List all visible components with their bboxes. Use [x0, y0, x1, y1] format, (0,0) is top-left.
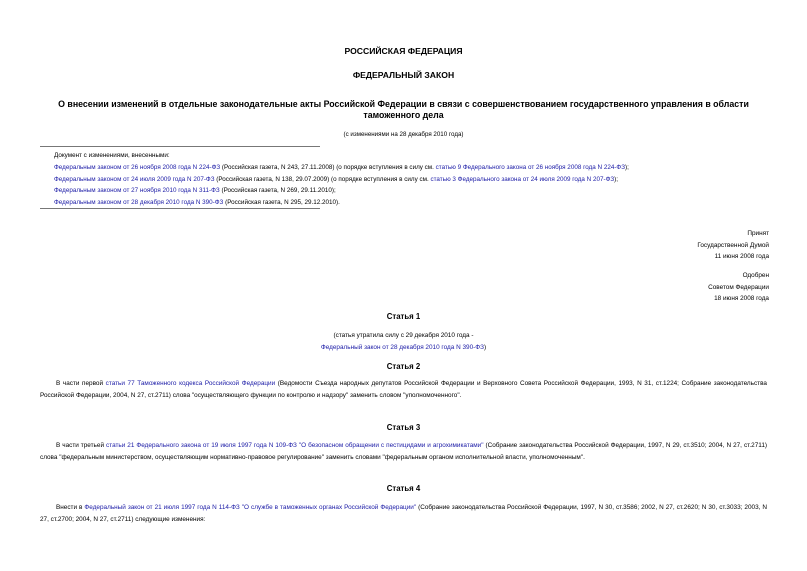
amendment-item	[54, 162, 754, 174]
article-1-tail: )	[483, 344, 487, 351]
article-1-body	[0, 330, 807, 354]
amendment-link[interactable]: Федеральным законом от 27 ноября 2010 года N 311-ФЗ	[54, 187, 220, 195]
approved-date: 18 июня 2008 года	[714, 295, 769, 303]
article-2-title: Статья 2	[386, 362, 421, 371]
article-1-ref	[0, 342, 807, 354]
amendments-bottom-rule	[40, 208, 320, 209]
approved-body: Советом Федерации	[708, 283, 769, 291]
amendment-tail: );	[625, 163, 629, 171]
article-4-pre: Внести в	[56, 504, 85, 511]
article-2-text: (Ведомости Съезда народных депутатов Российской Федерации и Верховного Совета Российской Федерации, 1993, N 31, ст.1224; Собрание законодательства Российской Федерации, 2004, N 27, ст.2711) слова "осуществляющего функции по контролю и надзору" заменить словом "уполномоченного".	[40, 380, 767, 400]
adopted-label: Принят	[747, 230, 769, 237]
article-4-paragraph	[40, 502, 767, 526]
document-title: О внесении изменений в отдельные законодательные акты Российской Федерации в связи с совершенствованием государственного управления в области таможенного дела	[58, 99, 749, 120]
amendment-tail: );	[614, 175, 619, 183]
adopted-body: Государственной Думой	[697, 241, 769, 249]
article-1-link[interactable]: Федеральный закон от 28 декабря 2010 года N 390-ФЗ	[320, 344, 484, 351]
amendment-link[interactable]: Федеральным законом от 24 июля 2009 года N 207-ФЗ	[54, 175, 215, 183]
amendment-link-secondary[interactable]: статью 3 Федерального закона от 24 июля 2009 года N 207-ФЗ	[430, 175, 615, 183]
article-1-text: (статья утратила силу с 29 декабря 2010 года -	[333, 332, 474, 339]
article-3-pre: В части третьей	[56, 442, 107, 449]
amendments-intro: Документ с изменениями, внесенными:	[54, 152, 170, 159]
article-2-link[interactable]: статьи 77 Таможенного кодекса Российской Федерации	[105, 380, 276, 387]
document-type-heading: ФЕДЕРАЛЬНЫЙ ЗАКОН	[352, 70, 455, 80]
article-4-text: (Собрание законодательства Российской Федерации, 1997, N 30, ст.3586; 2002, N 27, ст.2620; N 30, ст.3033; 2003, N 27, ст.2700; 2004, N 27, ст.2711) следующие изменения:	[40, 504, 767, 524]
amendment-text: (Российская газета, N 269, 29.11.2010);	[219, 187, 336, 195]
amendment-link[interactable]: Федеральным законом от 28 декабря 2010 года N 390-ФЗ	[54, 199, 224, 207]
approved-block	[708, 270, 769, 305]
article-3-link[interactable]: статьи 21 Федерального закона от 19 июля 1997 года N 109-ФЗ "О безопасном обращении с пестицидами и агрохимикатами"	[106, 442, 484, 449]
revision-note: (с изменениями на 28 декабря 2010 года)	[343, 131, 464, 138]
amendment-link-secondary[interactable]: статью 9 Федерального закона от 26 ноября 2008 года N 224-ФЗ	[435, 163, 626, 171]
adopted-block	[697, 228, 769, 263]
article-3-text: (Собрание законодательства Российской Федерации, 1997, N 29, ст.3510; 2004, N 27, ст.2711) слова "федеральным министерством, осуществляющим нормативно-правовое регулирование" заменить словами "федеральным органом исполнительной власти, уполномоченным".	[40, 442, 768, 462]
country-heading: РОССИЙСКАЯ ФЕДЕРАЦИЯ	[344, 46, 463, 56]
article-1-title: Статья 1	[386, 312, 421, 321]
amendments-top-rule	[40, 146, 320, 147]
amendment-item	[54, 174, 754, 186]
approved-label: Одобрен	[742, 272, 769, 279]
article-3-title: Статья 3	[386, 423, 421, 432]
amendment-item	[54, 185, 754, 197]
adopted-date: 11 июня 2008 года	[714, 253, 769, 261]
amendments-block	[54, 150, 754, 209]
amendment-text: (Российская газета, N 295, 29.12.2010).	[223, 199, 340, 207]
article-2-pre: В части первой	[56, 380, 106, 387]
amendment-link[interactable]: Федеральным законом от 26 ноября 2008 года N 224-ФЗ	[54, 163, 221, 171]
article-4-link[interactable]: Федеральный закон от 21 июля 1997 года N 114-ФЗ "О службе в таможенных органах Российской Федерации"	[84, 504, 417, 511]
amendment-text: (Российская газета, N 243, 27.11.2008) (о порядке вступления в силу см.	[220, 163, 436, 171]
article-3-paragraph	[40, 440, 767, 464]
article-2-paragraph	[40, 378, 767, 402]
amendment-text: (Российская газета, N 138, 29.07.2009) (о порядке вступления в силу см.	[214, 175, 431, 183]
article-4-title: Статья 4	[386, 484, 421, 493]
